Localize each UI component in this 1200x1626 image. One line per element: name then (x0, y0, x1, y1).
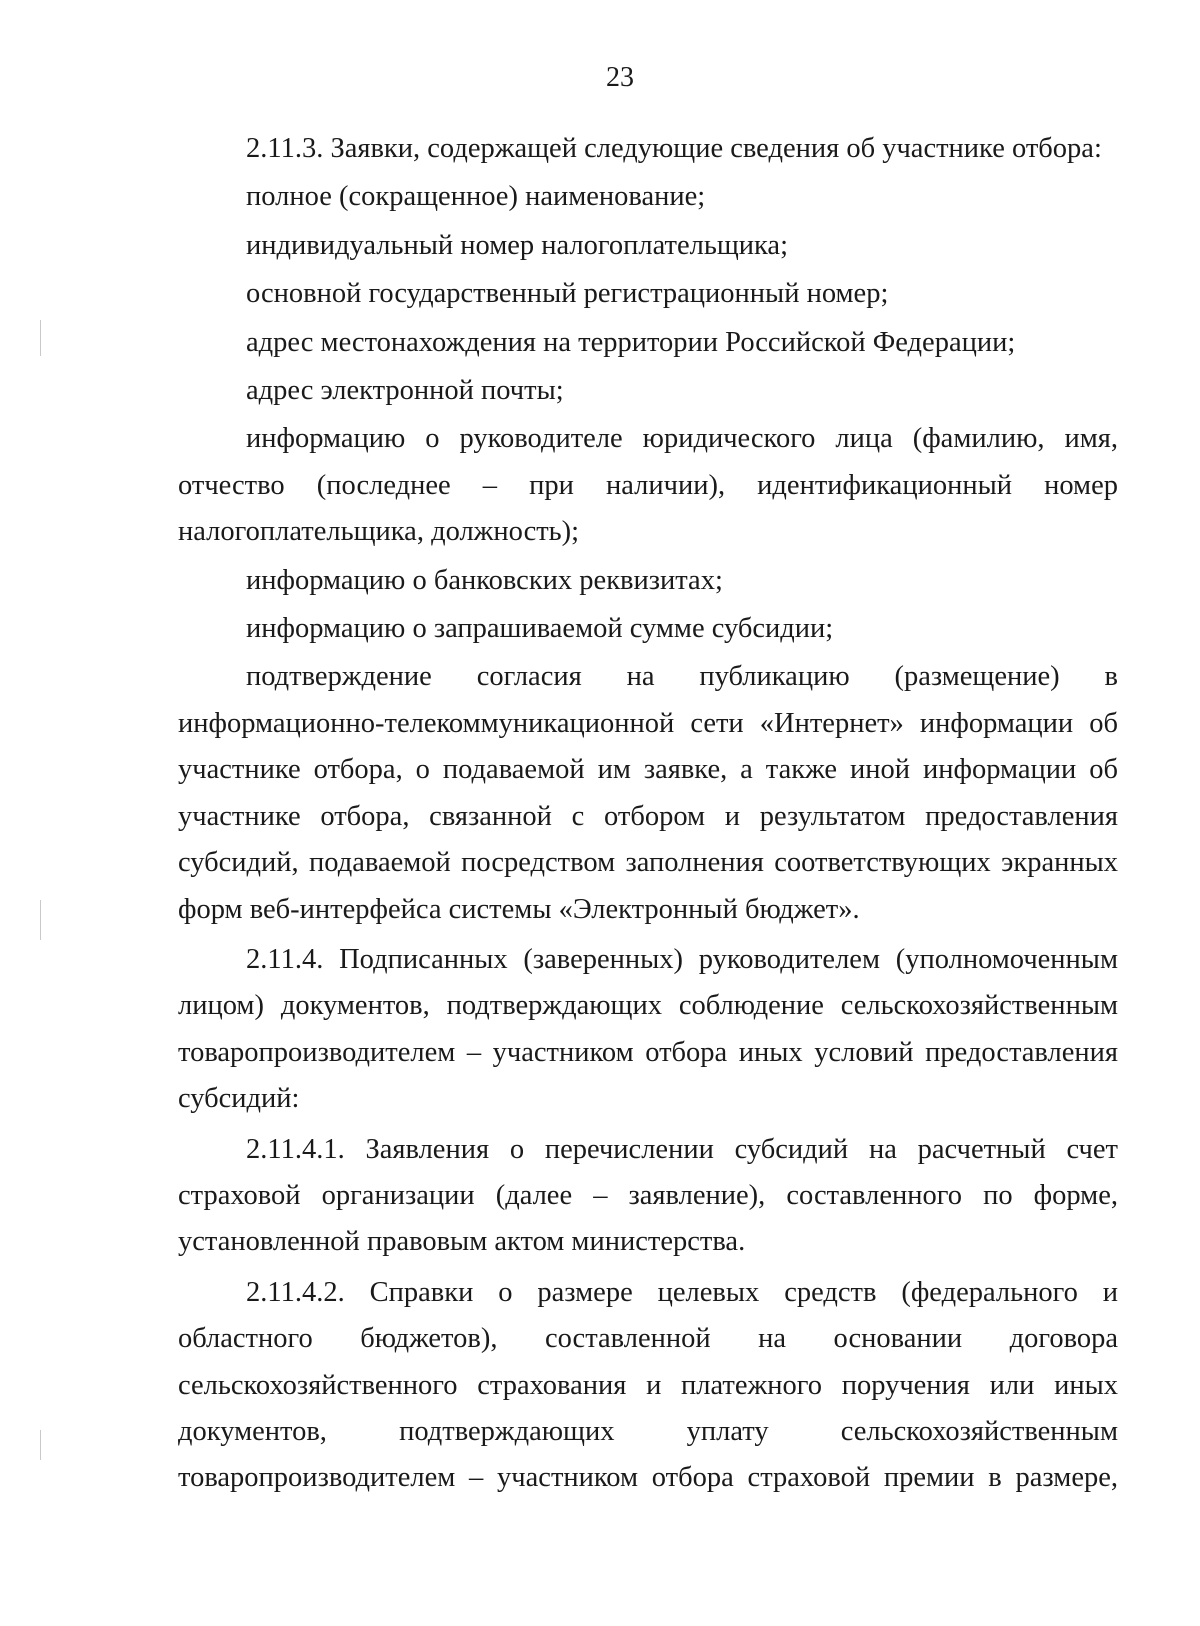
paragraph-2-11-3: 2.11.3. Заявки, содержащей следующие сведения об участнике отбора: (246, 133, 1102, 164)
paragraph-2-11-4-2: 2.11.4.2. Справки о размере целевых средств (федерального и областного бюджетов), составленной на основании договора сельскохозяйственного страхования и платежного поручения или иных документов, подтверждающих уплату сельскохозяйственным товаропроизводителем – участником отбора страховой премии в размере, (178, 1276, 1118, 1494)
list-item-subsidy-amount: информацию о запрашиваемой сумме субсидии; (246, 613, 834, 645)
paragraph-2-11-4: 2.11.4. Подписанных (заверенных) руководителем (уполномоченным лицом) документов, подтверждающих соблюдение сельскохозяйственным товаропроизводителем – участником отбора иных условий предоставления субсидий: (178, 943, 1118, 1115)
list-item-address: адрес местонахождения на территории Российской Федерации; (246, 326, 1016, 358)
list-item-inn: индивидуальный номер налогоплательщика; (246, 229, 789, 261)
document-body (178, 126, 1118, 1502)
list-item-bank-details: информацию о банковских реквизитах; (246, 564, 723, 596)
list-item-publication-consent: подтверждение согласия на публикацию (размещение) в информационно-телекоммуникационной сети «Интернет» информации об участнике отбора, о подаваемой им заявке, а также иной информации об участнике отбора, связанной с отбором и результатом предоставления субсидий, подаваемой посредством заполнения соответствующих экранных форм веб-интерфейса системы «Электронный бюджет». (178, 661, 1118, 925)
scan-margin-mark (40, 900, 41, 940)
paragraph-2-11-4-1: 2.11.4.1. Заявления о перечислении субсидий на расчетный счет страховой организации (далее – заявление), составленного по форме, установленной правовым актом министерства. (178, 1133, 1118, 1258)
page-number: 23 (606, 62, 634, 93)
scan-margin-mark (40, 320, 41, 356)
list-item-ogrn: основной государственный регистрационный номер; (246, 278, 889, 310)
list-item-name: полное (сокращенное) наименование; (246, 181, 706, 213)
list-item-head-info: информацию о руководителе юридического лица (фамилию, имя, отчество (последнее – при наличии), идентификационный номер налогоплательщика, должность); (178, 423, 1118, 548)
list-item-email: адрес электронной почты; (246, 375, 564, 407)
scan-margin-mark (40, 1430, 41, 1460)
